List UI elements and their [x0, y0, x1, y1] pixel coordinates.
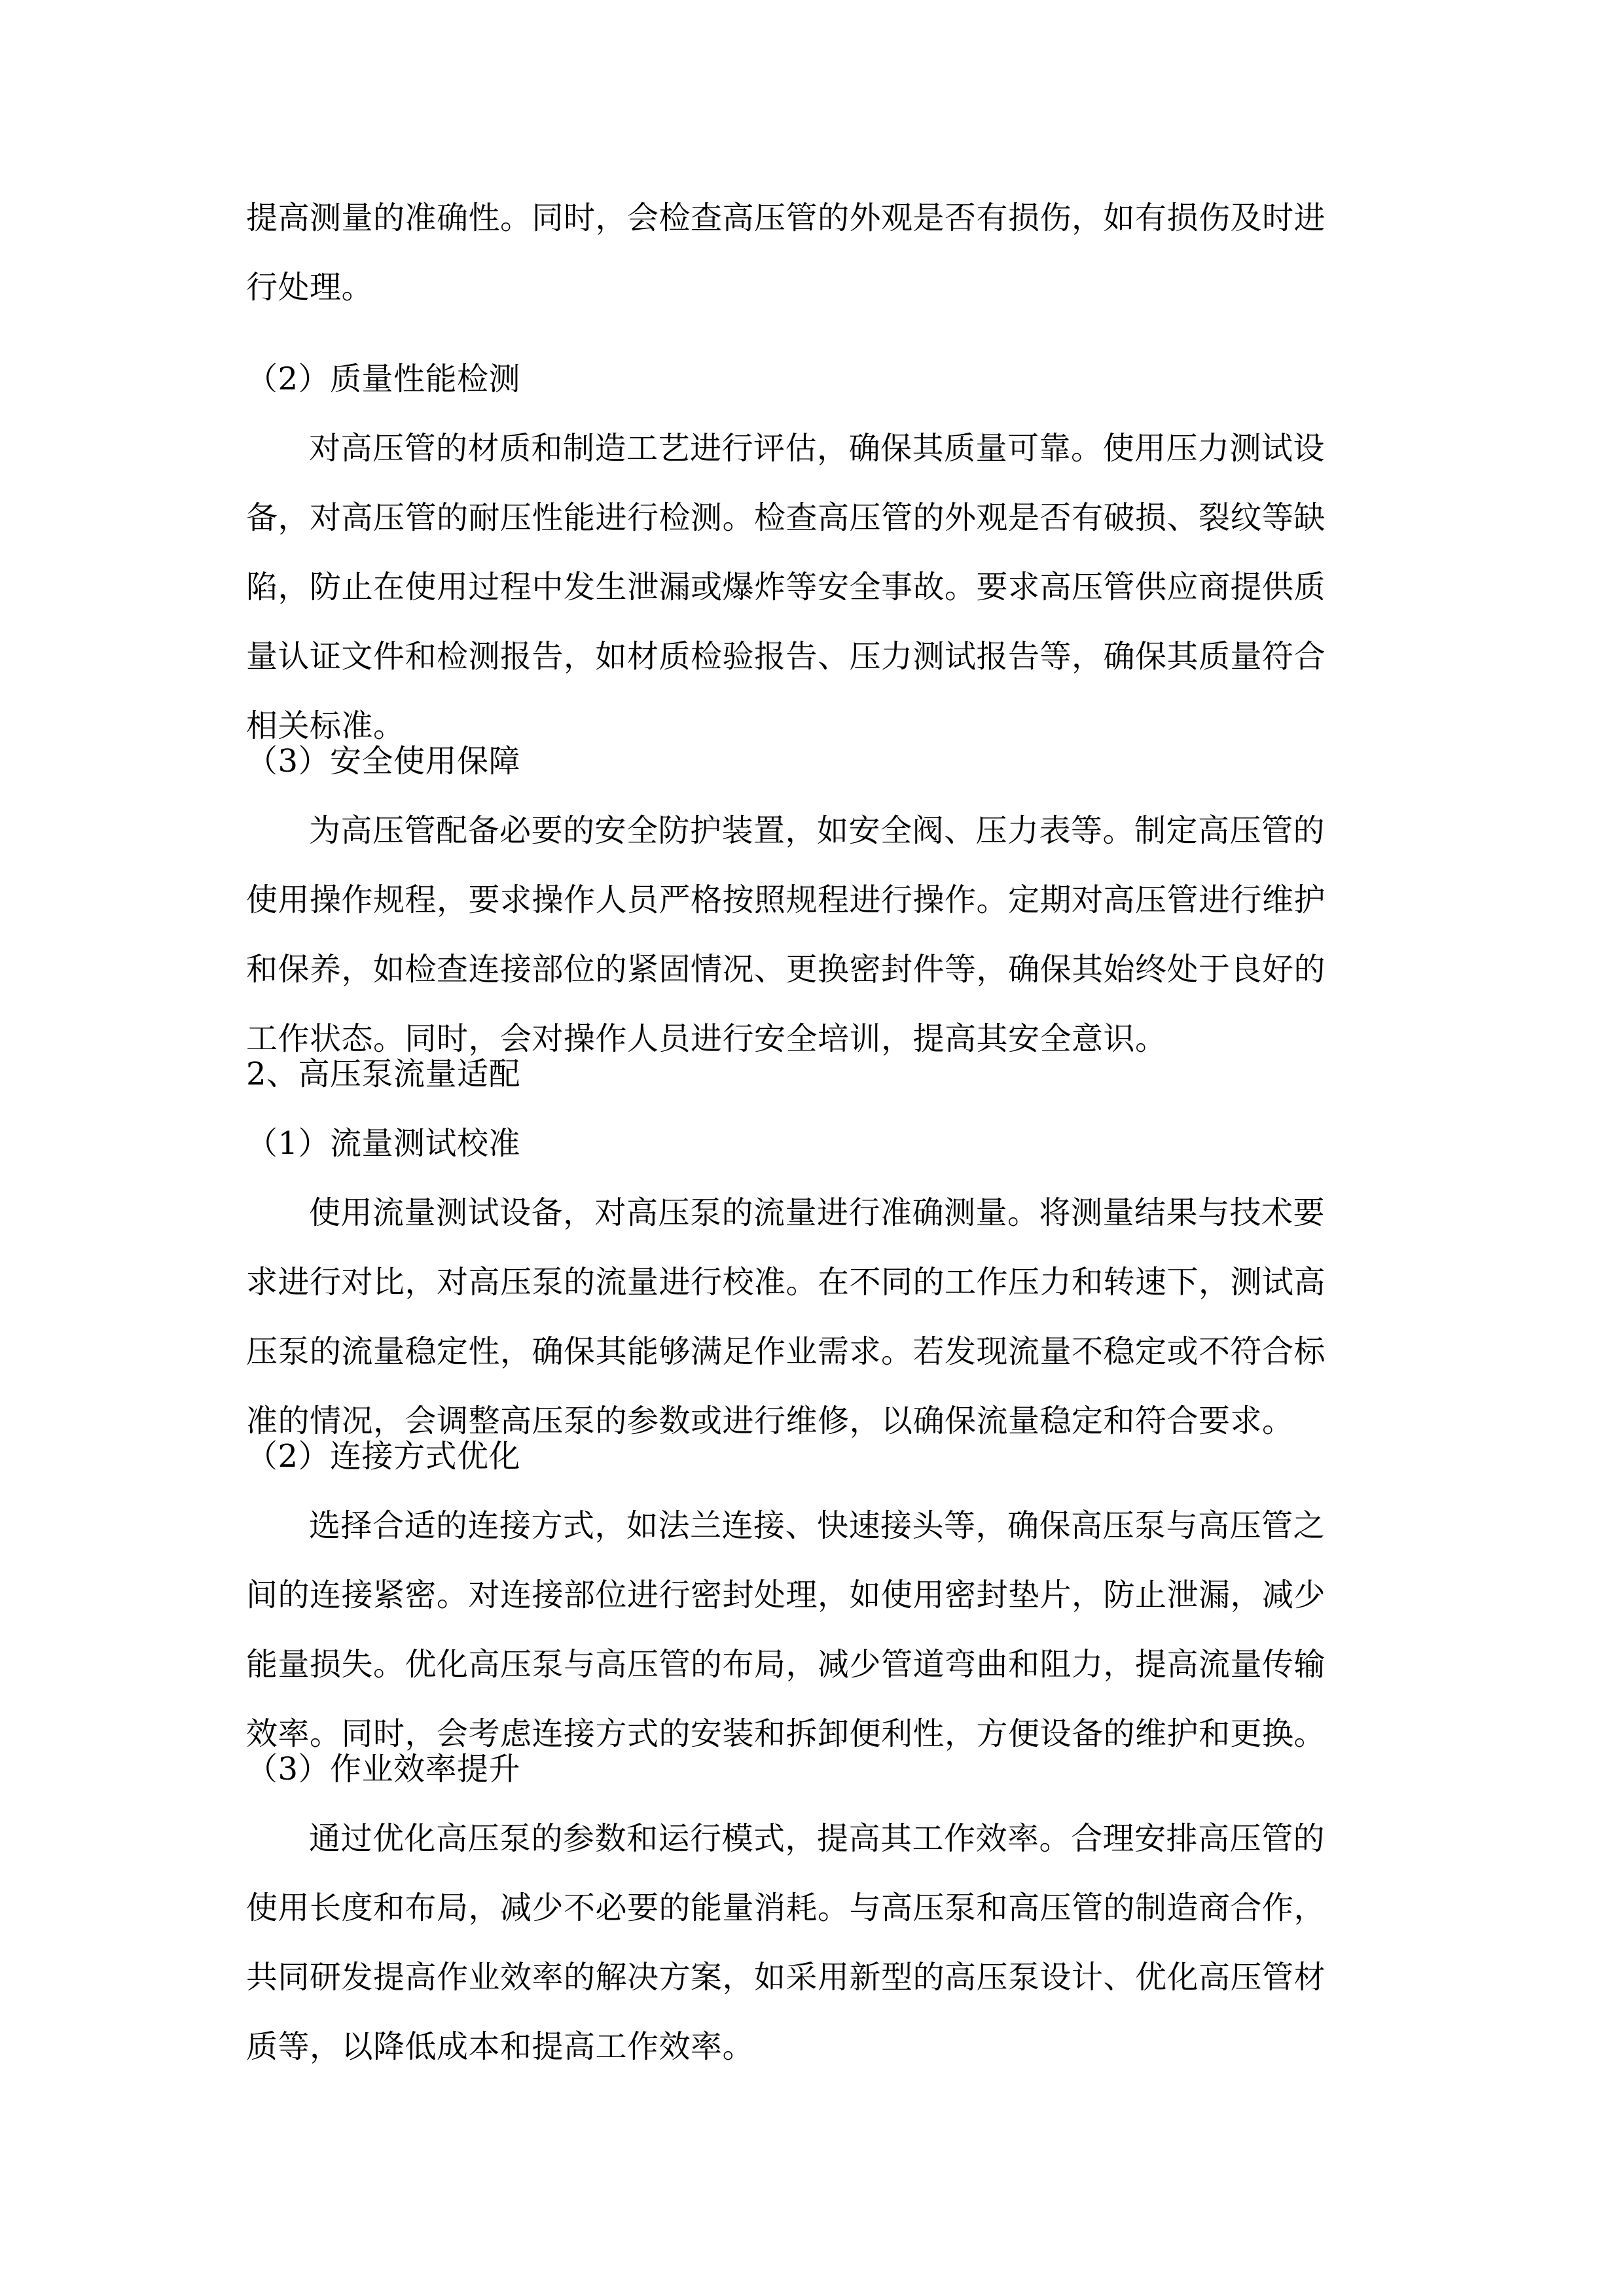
subheading-flow-test-calibration: （1）流量测试校准	[246, 1125, 521, 1162]
paragraph-efficiency-improvement: 通过优化高压泵的参数和运行模式，提高其工作效率。合理安排高压管的 使用长度和布局，减少不必要的能量消耗。与高压泵和高压管的制造商合作， 共同研发提高作业效率的解决方案，如采用新型的高压泵设计、优化高压管材 质等，以降低成本和提高工作效率。	[246, 1820, 1326, 2065]
paragraph-flow-calibration: 使用流量测试设备，对高压泵的流量进行准确测量。将测量结果与技术要 求进行对比，对高压泵的流量进行校准。在不同的工作压力和转速下，测试高 压泵的流量稳定性，确保其能够满足作业需求。若发现流量不稳定或不符合标 准的情况，会调整高压泵的参数或进行维修，以确保流量稳定和符合要求。	[246, 1194, 1326, 1439]
subheading-quality-performance-testing: （2）质量性能检测	[246, 361, 521, 397]
paragraph-safe-use: 为高压管配备必要的安全防护装置，如安全阀、压力表等。制定高压管的 使用操作规程，要求操作人员严格按照规程进行操作。定期对高压管进行维护 和保养，如检查连接部位的紧固情况、更换密封件等，确保其始终处于良好的 工作状态。同时，会对操作人员进行安全培训，提高其安全意识。	[246, 812, 1326, 1057]
subheading-efficiency-improvement: （3）作业效率提升	[246, 1751, 521, 1787]
paragraph-quality-testing: 对高压管的材质和制造工艺进行评估，确保其质量可靠。使用压力测试设 备，对高压管的耐压性能进行检测。检查高压管的外观是否有破损、裂纹等缺 陷，防止在使用过程中发生泄漏或爆炸等安全事故。要求高压管供应商提供质 量认证文件和检测报告，如材质检验报告、压力测试报告等，确保其质量符合 相关标准。	[246, 430, 1326, 744]
paragraph-continuation: 提高测量的准确性。同时，会检查高压管的外观是否有损伤，如有损伤及时进 行处理。	[246, 200, 1326, 306]
subheading-safe-use-guarantee: （3）安全使用保障	[246, 743, 521, 780]
section-heading-pump-flow-matching: 2、高压泵流量适配	[246, 1056, 521, 1092]
subheading-connection-optimization: （2）连接方式优化	[246, 1438, 521, 1475]
paragraph-connection-optimization: 选择合适的连接方式，如法兰连接、快速接头等，确保高压泵与高压管之 间的连接紧密。对连接部位进行密封处理，如使用密封垫片，防止泄漏，减少 能量损失。优化高压泵与高压管的布局，减少管道弯曲和阻力，提高流量传输 效率。同时，会考虑连接方式的安装和拆卸便利性，方便设备的维护和更换。	[246, 1507, 1326, 1752]
